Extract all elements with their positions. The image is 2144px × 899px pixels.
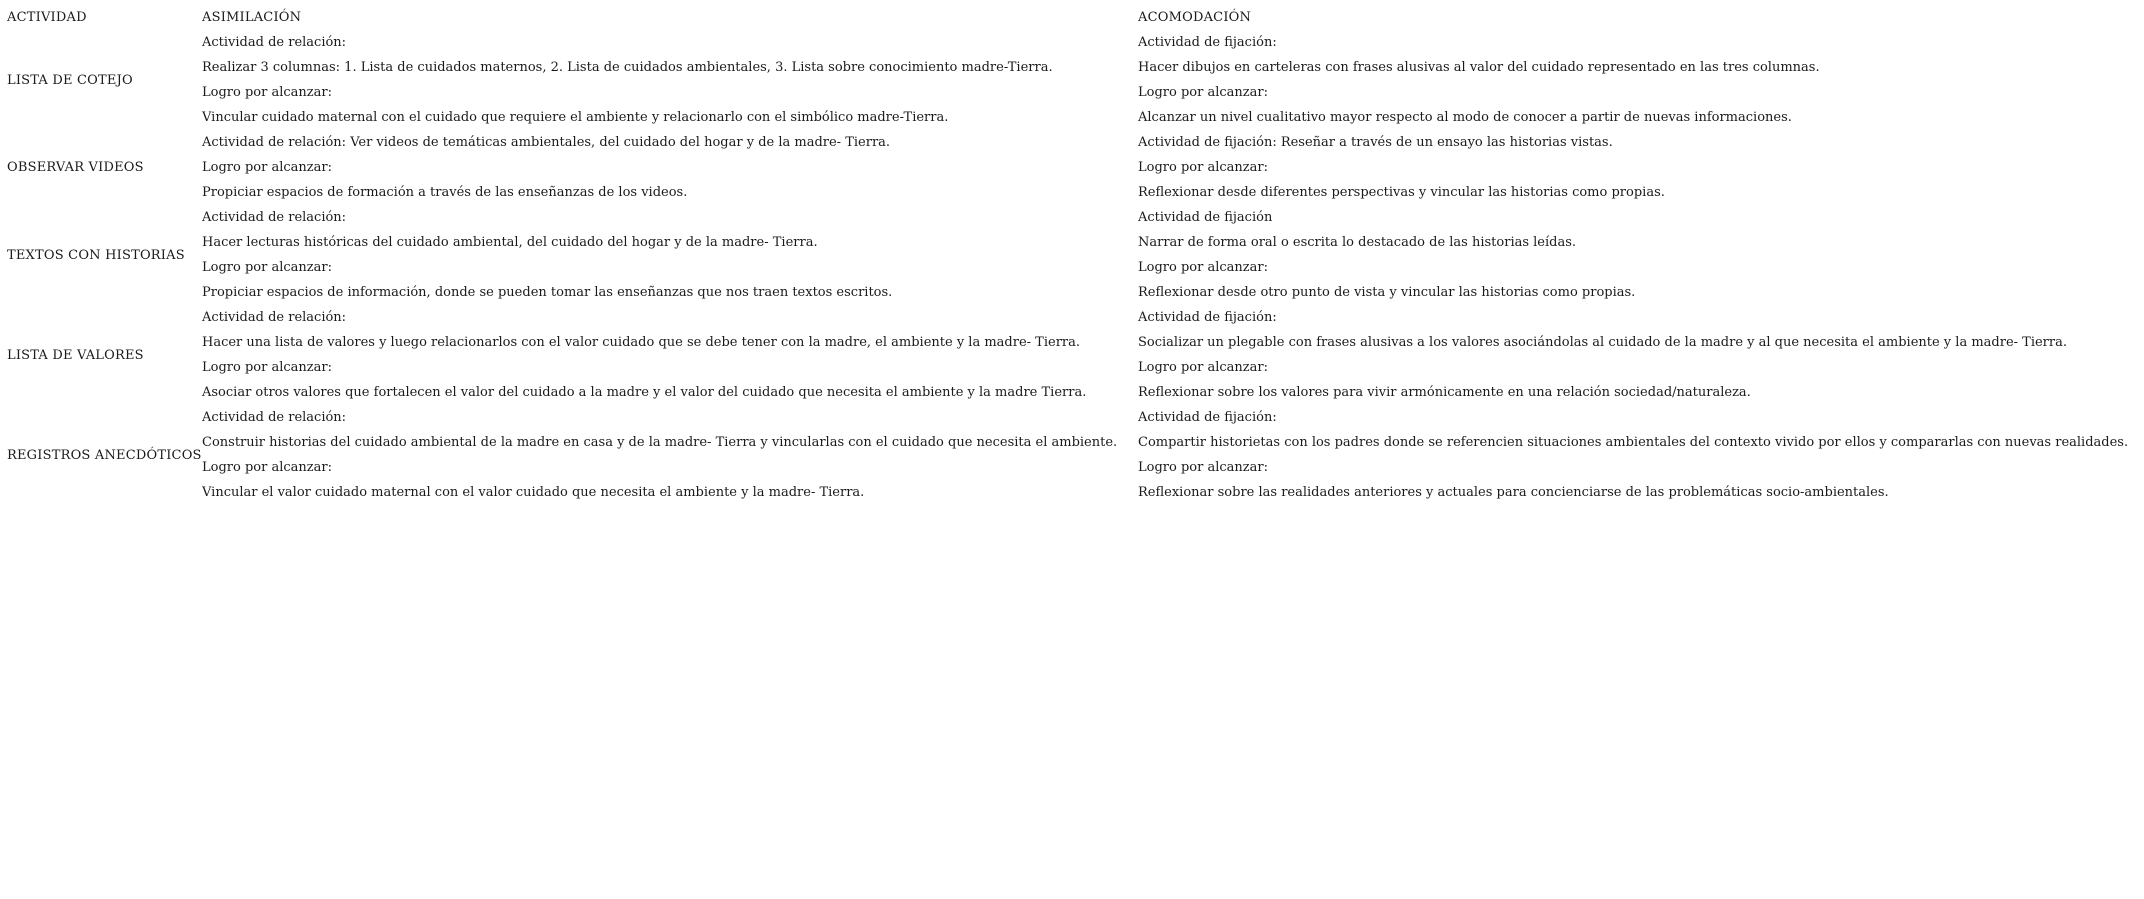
activity-name: TEXTOS CON HISTORIAS <box>7 247 185 263</box>
asimilacion-cell: Vincular el valor cuidado maternal con el valor cuidado que necesita el ambiente y la madre- Tierra. <box>202 485 865 500</box>
asimilacion-cell: Realizar 3 columnas: 1. Lista de cuidados maternos, 2. Lista de cuidados ambientales, 3. Lista sobre conocimiento madre-Tierra. <box>202 60 1053 75</box>
asimilacion-cell: Logro por alcanzar: <box>202 360 332 375</box>
acomodacion-cell: Alcanzar un nivel cualitativo mayor respecto al modo de conocer a partir de nuevas informaciones. <box>1138 110 1792 125</box>
table-row <box>7 355 2137 380</box>
table-row <box>7 430 2137 455</box>
asimilacion-cell: Hacer lecturas históricas del cuidado ambiental, del cuidado del hogar y de la madre- Tierra. <box>202 235 818 250</box>
acomodacion-cell: Actividad de fijación <box>1138 210 1273 225</box>
acomodacion-cell: Logro por alcanzar: <box>1138 460 1268 475</box>
header-row <box>7 5 2137 30</box>
acomodacion-cell: Socializar un plegable con frases alusivas a los valores asociándolas al cuidado de la madre y al que necesita el ambiente y la madre- Tierra. <box>1138 335 2067 350</box>
table-row <box>7 230 2137 255</box>
asimilacion-cell: Asociar otros valores que fortalecen el valor del cuidado a la madre y el valor del cuidado que necesita el ambiente y la madre Tierra. <box>202 385 1087 400</box>
acomodacion-cell: Reflexionar sobre las realidades anteriores y actuales para concienciarse de las problemáticas socio-ambientales. <box>1138 485 1889 500</box>
table-row <box>7 480 2137 505</box>
acomodacion-cell: Logro por alcanzar: <box>1138 85 1268 100</box>
acomodacion-cell: Reflexionar desde diferentes perspectivas y vincular las historias como propias. <box>1138 185 1665 200</box>
asimilacion-cell: Actividad de relación: <box>202 210 347 225</box>
acomodacion-cell: Actividad de fijación: <box>1138 310 1277 325</box>
asimilacion-cell: Actividad de relación: <box>202 410 347 425</box>
table-row <box>7 380 2137 405</box>
asimilacion-cell: Logro por alcanzar: <box>202 160 332 175</box>
table-row <box>7 105 2137 130</box>
activities-sheet <box>7 5 2137 505</box>
table-row <box>7 55 2137 80</box>
asimilacion-cell: Logro por alcanzar: <box>202 85 332 100</box>
acomodacion-cell: Logro por alcanzar: <box>1138 160 1268 175</box>
activity-name: LISTA DE VALORES <box>7 347 144 363</box>
table-row <box>7 30 2137 55</box>
header-asimilacion: ASIMILACIÓN <box>202 10 302 25</box>
activity-name: REGISTROS ANECDÓTICOS <box>7 447 202 463</box>
asimilacion-cell: Logro por alcanzar: <box>202 460 332 475</box>
acomodacion-cell: Reflexionar desde otro punto de vista y vincular las historias como propias. <box>1138 285 1636 300</box>
table-row <box>7 330 2137 355</box>
table-row <box>7 405 2137 430</box>
table-row <box>7 130 2137 155</box>
activity-name: LISTA DE COTEJO <box>7 72 133 88</box>
asimilacion-cell: Hacer una lista de valores y luego relacionarlos con el valor cuidado que se debe tener con la madre, el ambiente y la madre- Tierra. <box>202 335 1081 350</box>
activity-name: OBSERVAR VIDEOS <box>7 160 144 175</box>
header-actividad: ACTIVIDAD <box>7 10 87 25</box>
asimilacion-cell: Logro por alcanzar: <box>202 260 332 275</box>
activities-table <box>7 5 2137 505</box>
acomodacion-cell: Actividad de fijación: Reseñar a través de un ensayo las historias vistas. <box>1138 135 1613 150</box>
asimilacion-cell: Propiciar espacios de formación a través de las enseñanzas de los videos. <box>202 185 688 200</box>
asimilacion-cell: Construir historias del cuidado ambiental de la madre en casa y de la madre- Tierra y vincularlas con el cuidado que necesita el ambiente. <box>202 435 1118 450</box>
table-row <box>7 255 2137 280</box>
acomodacion-cell: Logro por alcanzar: <box>1138 260 1268 275</box>
asimilacion-cell: Actividad de relación: Ver videos de temáticas ambientales, del cuidado del hogar y de la madre- Tierra. <box>202 135 891 150</box>
acomodacion-cell: Narrar de forma oral o escrita lo destacado de las historias leídas. <box>1138 235 1577 250</box>
acomodacion-cell: Reflexionar sobre los valores para vivir armónicamente en una relación sociedad/naturaleza. <box>1138 385 1751 400</box>
table-row <box>7 280 2137 305</box>
asimilacion-cell: Actividad de relación: <box>202 35 347 50</box>
asimilacion-cell: Propiciar espacios de información, donde se pueden tomar las enseñanzas que nos traen textos escritos. <box>202 285 893 300</box>
activities-body <box>7 30 2137 505</box>
asimilacion-cell: Vincular cuidado maternal con el cuidado que requiere el ambiente y relacionarlo con el simbólico madre-Tierra. <box>202 110 949 125</box>
table-row <box>7 455 2137 480</box>
acomodacion-cell: Hacer dibujos en carteleras con frases alusivas al valor del cuidado representado en las tres columnas. <box>1138 60 1820 75</box>
header-acomodacion: ACOMODACIÓN <box>1138 10 1252 25</box>
asimilacion-cell: Actividad de relación: <box>202 310 347 325</box>
table-row <box>7 80 2137 105</box>
acomodacion-cell: Logro por alcanzar: <box>1138 360 1268 375</box>
table-row <box>7 205 2137 230</box>
table-row <box>7 180 2137 205</box>
acomodacion-cell: Actividad de fijación: <box>1138 35 1277 50</box>
acomodacion-cell: Compartir historietas con los padres donde se referencien situaciones ambientales del contexto vivido por ellos y compararlas con nuevas realidades. <box>1138 435 2129 450</box>
acomodacion-cell: Actividad de fijación: <box>1138 410 1277 425</box>
table-row <box>7 155 2137 180</box>
table-row <box>7 305 2137 330</box>
